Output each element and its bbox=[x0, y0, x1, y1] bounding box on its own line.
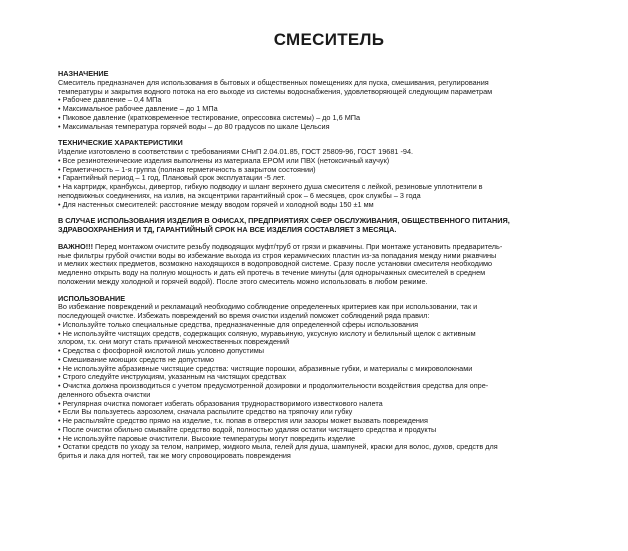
office-notice bbox=[58, 217, 600, 235]
usage-line: хлором, т.к. они могут стать причиной множественных повреждений bbox=[58, 337, 290, 347]
usage-section bbox=[58, 295, 600, 461]
usage-heading: ИСПОЛЬЗОВАНИЕ bbox=[58, 293, 126, 303]
warning-label: ВАЖНО!!! bbox=[58, 241, 94, 251]
specs-line: неподвижных соединениях, на излив, на эксцентрики гарантийный срок – 6 месяцев, срок службы – 3 года bbox=[58, 190, 421, 200]
usage-line: • Смешивание моющих средств не допустимо bbox=[58, 354, 215, 364]
usage-line: • Очистка должна производиться с учетом предусмотренной дозировки и продолжительности воздействия средства для опре- bbox=[58, 381, 489, 390]
purpose-line: Смеситель предназначен для использования в бытовых и общественных помещениях для пуска, смешивания, регулирования bbox=[58, 77, 489, 87]
purpose-line: • Рабочее давление – 0,4 МПа bbox=[58, 95, 162, 105]
specs-line: • Все резинотехнические изделия выполнены из материала EPOM или ПВХ (нетоксичный каучук) bbox=[58, 155, 390, 165]
document-body bbox=[58, 70, 600, 461]
specs-line: • Гарантийный период – 1 год, Плановый срок эксплуатации -5 лет. bbox=[58, 173, 286, 183]
usage-line: • Используйте только специальные средства, предназначенные для определенной сферы использования bbox=[58, 319, 419, 329]
specs-section bbox=[58, 139, 600, 209]
usage-line: • Средства с фосфорной кислотой лишь условно допустимы bbox=[58, 346, 264, 355]
specs-line: • Для настенных смесителей: расстояние между вводом горячей и холодной воды 150 ±1 мм bbox=[58, 199, 374, 209]
specs-line: Изделие изготовлено в соответствии с требованиями СНиП 2.04.01.85, ГОСТ 25809-96, ГОСТ 19681 -94. bbox=[58, 147, 414, 156]
usage-line: последующей очистке. Избежать повреждений во время очистки изделий поможет соблюдений ряда правил: bbox=[58, 311, 430, 320]
usage-line: • Не распыляйте средство прямо на изделие, т.к. попав в отверстия или зазоры может вызвать повреждения bbox=[58, 416, 428, 425]
warning-line: ные фильтры грубой очистки воды во избежание выхода из строя керамических пластин из-за попадания между ними ржавчины bbox=[58, 250, 497, 260]
usage-line: • Если Вы пользуетесь аэрозолем, сначала распылите средство на тряпочку или губку bbox=[58, 407, 353, 417]
usage-line: бритья и лака для ногтей, так же могу спровоцировать повреждения bbox=[58, 451, 291, 460]
purpose-line: • Максимальная температура горячей воды – до 80 градусов по шкале Цельсия bbox=[58, 121, 330, 131]
warning-line: медленно открыть воду на полную мощность и дать ей протечь в течение минуты (для однорычажных смесителей в среднем bbox=[58, 268, 486, 277]
usage-line: • Не используйте чистящих средств, содержащих соляную, муравьиную, уксусную кислоту и белильный щелок с активным bbox=[58, 328, 476, 338]
purpose-section bbox=[58, 70, 600, 131]
usage-line: • После очистки обильно смывайте средство водой, полностью удаляя остатки чистящего средства и продукты bbox=[58, 424, 437, 434]
specs-heading: ТЕХНИЧЕСКИЕ ХАРАКТЕРИСТИКИ bbox=[58, 138, 183, 148]
purpose-line: • Максимальное рабочее давление – до 1 МПа bbox=[58, 104, 218, 113]
usage-line: • Не используйте абразивные чистящие средства: чистящие порошки, абразивные губки, и материалы с микроволокнами bbox=[58, 363, 473, 373]
office-notice-line: ЗДРАВООХРАНЕНИЯ И ТД, ГАРАНТИЙНЫЙ СРОК НА ВСЕ ИЗДЕЛИЯ СОСТАВЛЯЕТ 3 МЕСЯЦА. bbox=[58, 225, 397, 234]
warning-text: Перед монтажом очистите резьбу подводящих муфт/труб от грязи и ржавчины. При монтаже установить предваритель- bbox=[93, 241, 503, 251]
usage-line: • Не используйте паровые очистители. Высокие температуры могут повредить изделие bbox=[58, 433, 356, 443]
usage-line: • Строго следуйте инструкциям, указанным на чистящих средствах bbox=[58, 372, 286, 382]
specs-line: • На картридж, кранбуксы, дивертор, гибкую подводку и шланг верхнего душа смесителя с лейкой, резиновые уплотнители в bbox=[58, 182, 483, 191]
usage-line: деленного объекта очистки bbox=[58, 389, 151, 399]
warning-line: и мелких жестких предметов, возможно находящихся в водопроводной системе. Сразу после установки смесителя необходимо bbox=[58, 259, 493, 269]
warning-line: положении между холодной и горячей водой). После этого смеситель можно использовать в любом режиме. bbox=[58, 276, 428, 286]
purpose-heading: НАЗНАЧЕНИЕ bbox=[58, 69, 109, 78]
office-notice-line: В СЛУЧАЕ ИСПОЛЬЗОВАНИЯ ИЗДЕЛИЯ В ОФИСАХ, ПРЕДПРИЯТИЯХ СФЕР ОБСЛУЖИВАНИЯ, ОБЩЕСТВЕННОГО ПИТАНИЯ, bbox=[58, 216, 510, 226]
purpose-line: температуры и закрытия водного потока на его выходе из системы водоснабжения, удовлетворяющей следующим параметрам bbox=[58, 86, 493, 96]
purpose-line: • Пиковое давление (кратковременное тестирование, опрессовка системы) – до 1,6 МПа bbox=[58, 112, 361, 122]
warning-section bbox=[58, 243, 600, 287]
usage-line: Во избежание повреждений и рекламаций необходимо соблюдение определенных критериев как при использовании, так и bbox=[58, 302, 478, 312]
specs-line: • Герметичность – 1-я группа (полная герметичность в закрытом состоянии) bbox=[58, 164, 316, 174]
usage-line: • Регулярная очистка помогает избегать образования труднорастворимого известкового налета bbox=[58, 398, 383, 408]
usage-line: • Остатки средств по уходу за телом, например, жидкого мыла, гелей для душа, шампуней, краски для волос, духов, средств для bbox=[58, 442, 498, 452]
document-title: СМЕСИТЕЛЬ bbox=[273, 30, 385, 49]
